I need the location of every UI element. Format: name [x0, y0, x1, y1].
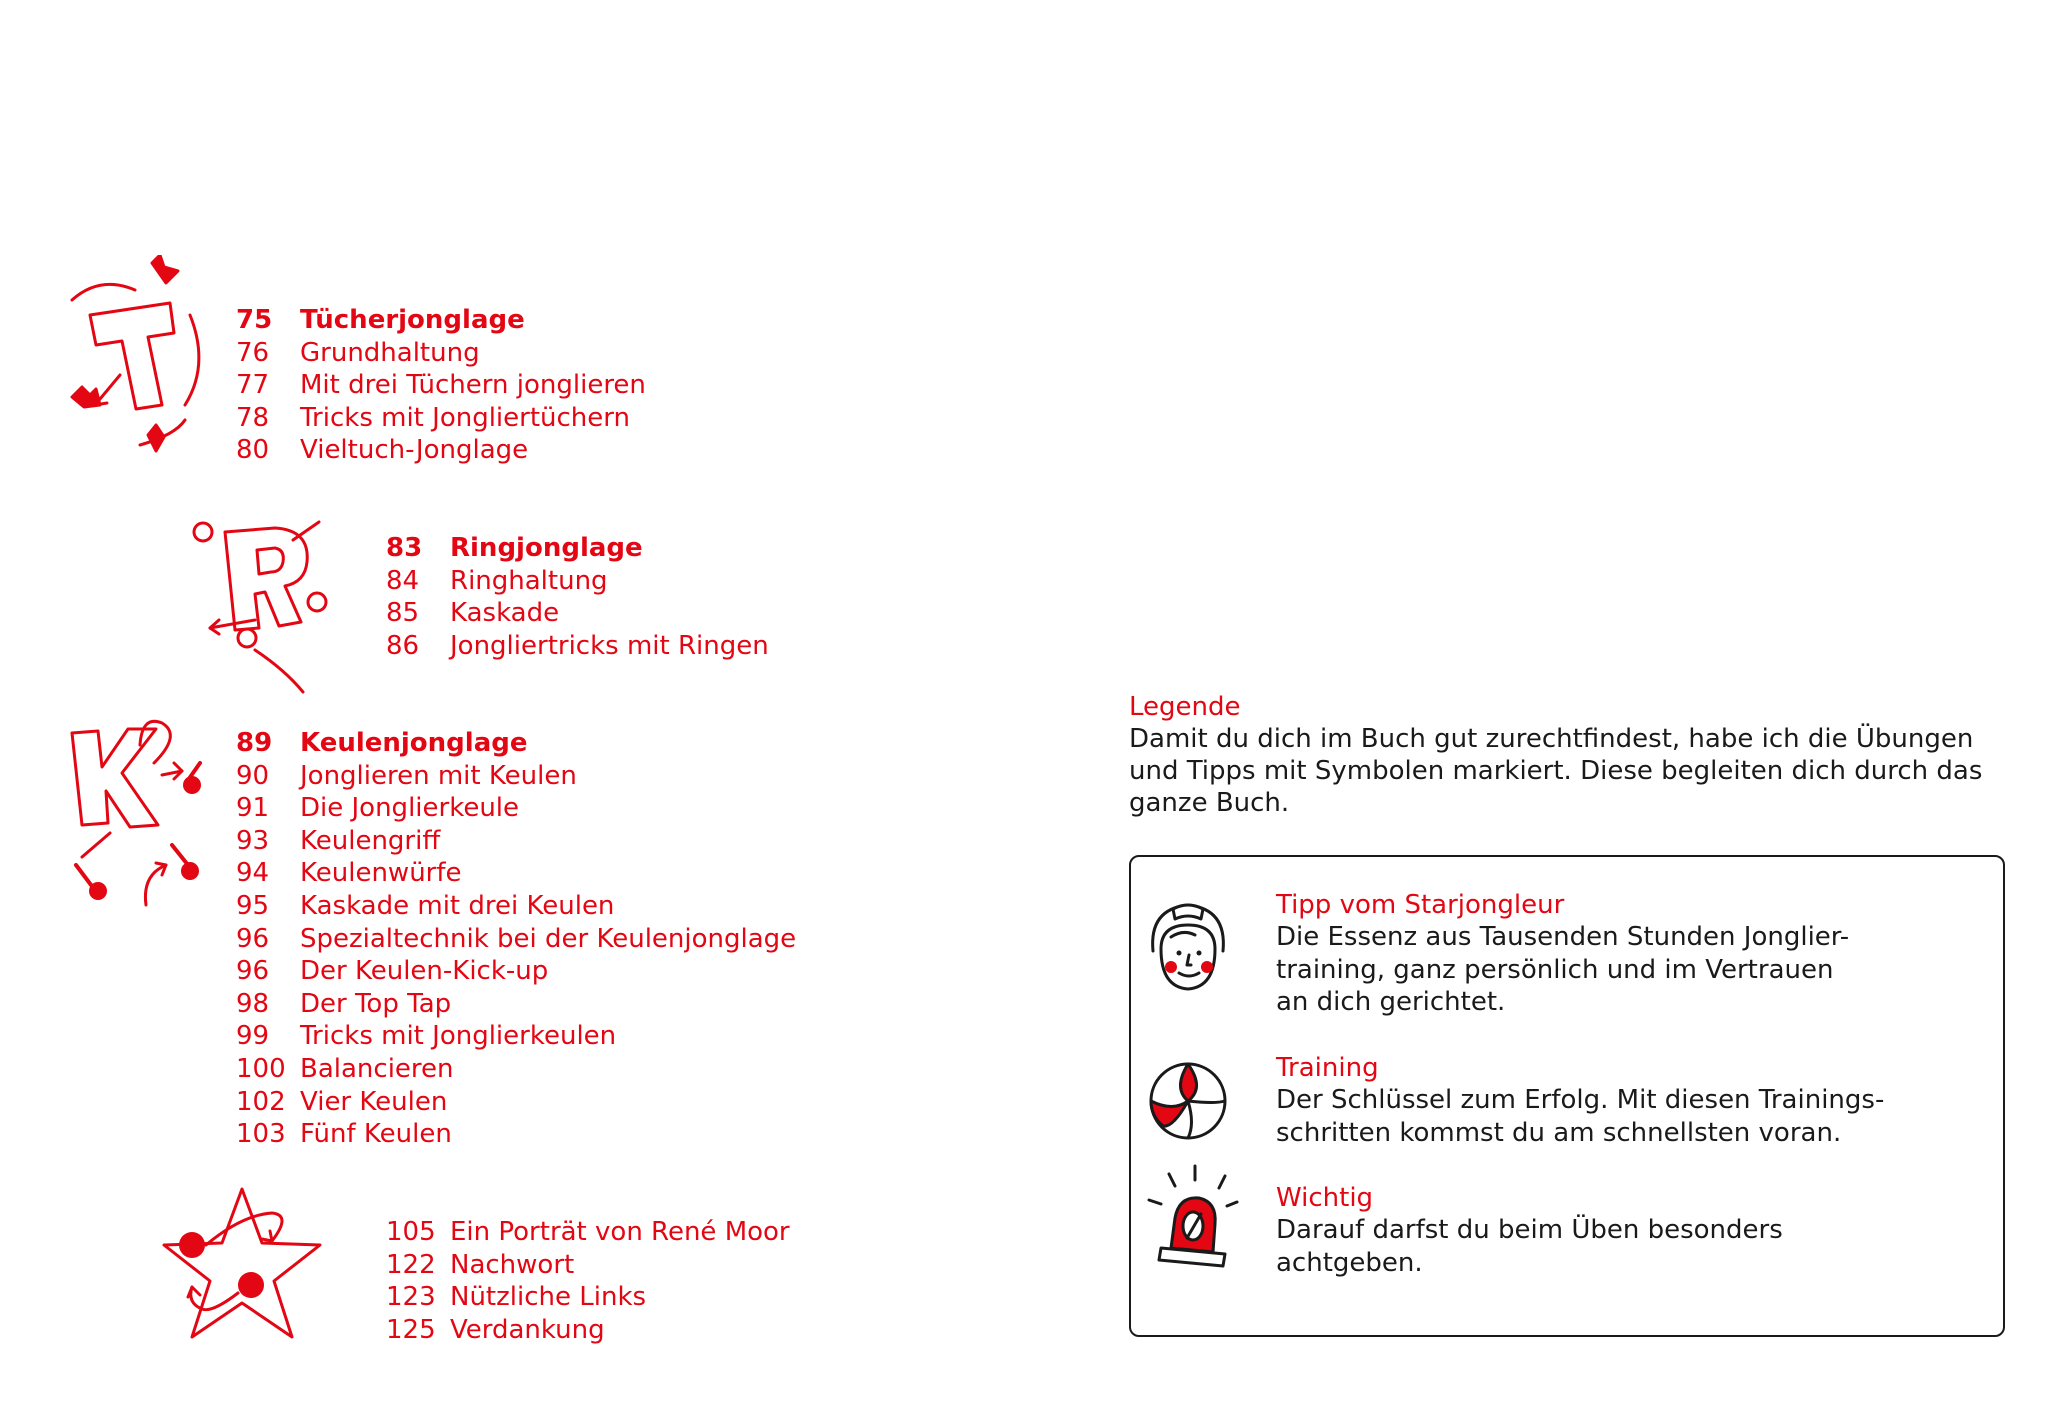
toc-page-number: 85	[386, 598, 420, 629]
toc-entry[interactable]	[386, 1281, 790, 1314]
letter-t-scarves-icon	[60, 255, 210, 465]
toc-entry[interactable]	[236, 402, 646, 435]
legend-entry-description: Die Essenz aus Tausenden Stunden Jonglier- training, ganz persönlich und im Vertrauen an dich gerichtet.	[1276, 922, 1850, 1018]
toc-page-number: 83	[386, 533, 423, 563]
toc-title: Fünf Keulen	[300, 1119, 452, 1150]
toc-page-number: 99	[236, 1021, 270, 1052]
toc-title: Ringhaltung	[450, 565, 608, 596]
toc-entry[interactable]	[236, 369, 646, 402]
legend-entry-text	[1276, 1052, 1983, 1149]
toc-page-number: 100	[236, 1053, 286, 1084]
toc-entry[interactable]	[386, 597, 769, 630]
toc-page-number: 75	[236, 305, 273, 335]
toc-section-keulen	[236, 727, 796, 1151]
legend-heading: Legende	[1129, 692, 1241, 722]
toc-title: Keulenwürfe	[300, 858, 462, 889]
toc-page-number: 86	[386, 630, 420, 661]
toc-entry[interactable]	[236, 955, 796, 988]
toc-page-number: 123	[386, 1282, 436, 1313]
legend-entry-title: Wichtig	[1276, 1183, 1374, 1213]
toc-title: Nachwort	[450, 1249, 575, 1280]
toc-page-number: 94	[236, 858, 270, 889]
toc-entry[interactable]	[236, 1118, 796, 1151]
toc-entry[interactable]	[236, 1053, 796, 1086]
legend-box	[1129, 855, 2005, 1337]
toc-entry[interactable]	[236, 923, 796, 956]
legend-entry-description: Darauf darfst du beim Üben besonders achtgeben.	[1276, 1215, 1783, 1278]
toc-page-number: 105	[386, 1217, 436, 1247]
toc-title: Ein Porträt von René Moor	[450, 1217, 790, 1247]
toc-page-number: 125	[386, 1314, 436, 1345]
toc-page-number: 96	[236, 923, 270, 954]
toc-entry[interactable]	[236, 434, 646, 467]
legend-entry-text	[1276, 889, 1983, 1019]
letter-k-clubs-icon	[62, 705, 222, 925]
juggler-face-icon	[1143, 899, 1233, 1003]
toc-title: Vieltuch-Jonglage	[300, 435, 529, 466]
toc-page-number: 102	[236, 1086, 286, 1117]
toc-page-number: 77	[236, 370, 270, 401]
legend-entry-title: Training	[1276, 1053, 1379, 1083]
letter-r-rings-icon	[185, 510, 345, 700]
toc-title: Keulenjonglage	[300, 728, 528, 758]
toc-title: Nützliche Links	[450, 1282, 647, 1313]
star-balls-icon	[152, 1185, 332, 1360]
toc-entry[interactable]	[236, 857, 796, 890]
toc-entry[interactable]	[386, 532, 769, 565]
legend-text: Damit du dich im Buch gut zurechtfindest, habe ich die Übungen und Tipps mit Symbolen markiert. Diese begleiten dich durch das ganze Buch.	[1129, 724, 1983, 818]
toc-title: Tricks mit Jonglierkeulen	[300, 1021, 617, 1052]
toc-title: Kaskade	[450, 598, 560, 629]
toc-section-tuecher	[236, 304, 646, 467]
toc-title: Die Jonglierkeule	[300, 793, 520, 824]
toc-page-number: 84	[386, 565, 420, 596]
toc-title: Jongliertricks mit Ringen	[450, 630, 769, 661]
toc-entry[interactable]	[386, 1216, 790, 1249]
toc-entry[interactable]	[236, 304, 646, 337]
toc-entry[interactable]	[236, 1020, 796, 1053]
toc-entry[interactable]	[386, 630, 769, 663]
toc-entry[interactable]	[236, 825, 796, 858]
legend-intro	[1129, 691, 1989, 819]
toc-page-number: 96	[236, 956, 270, 987]
toc-title: Keulengriff	[300, 825, 441, 856]
toc-title: Ringjonglage	[450, 533, 643, 563]
toc-title: Spezialtechnik bei der Keulenjonglage	[300, 923, 797, 954]
toc-title: Mit drei Tüchern jonglieren	[300, 370, 646, 401]
toc-entry[interactable]	[386, 1249, 790, 1282]
juggling-ball-icon	[1143, 1058, 1233, 1148]
toc-title: Kaskade mit drei Keulen	[300, 890, 615, 921]
toc-title: Verdankung	[450, 1314, 605, 1345]
toc-entry[interactable]	[236, 988, 796, 1021]
toc-section-anhang	[386, 1216, 790, 1346]
toc-page-number: 91	[236, 793, 270, 824]
toc-page-number: 90	[236, 760, 270, 791]
legend-entry-description: Der Schlüssel zum Erfolg. Mit diesen Trainings- schritten kommst du am schnellsten voran.	[1276, 1085, 1885, 1148]
toc-page-number: 95	[236, 890, 270, 921]
legend-entry-title: Tipp vom Starjongleur	[1276, 890, 1565, 920]
toc-section-ringe	[386, 532, 769, 662]
toc-entry[interactable]	[236, 337, 646, 370]
toc-title: Der Top Tap	[300, 988, 452, 1019]
toc-page-number: 93	[236, 825, 270, 856]
toc-entry[interactable]	[386, 1314, 790, 1347]
toc-page-number: 78	[236, 402, 270, 433]
toc-title: Tücherjonglage	[300, 305, 525, 335]
toc-title: Jonglieren mit Keulen	[300, 760, 577, 791]
toc-title: Grundhaltung	[300, 337, 480, 368]
alarm-light-icon	[1143, 1160, 1243, 1276]
toc-page-number: 76	[236, 337, 270, 368]
toc-entry[interactable]	[236, 727, 796, 760]
toc-entry[interactable]	[236, 890, 796, 923]
toc-entry[interactable]	[236, 760, 796, 793]
toc-title: Balancieren	[300, 1053, 454, 1084]
toc-page-number: 89	[236, 728, 273, 758]
toc-page-number: 122	[386, 1249, 436, 1280]
toc-page-number: 103	[236, 1119, 286, 1150]
toc-page-number: 98	[236, 988, 270, 1019]
legend-entry-text	[1276, 1182, 1983, 1279]
toc-title: Vier Keulen	[300, 1086, 448, 1117]
toc-entry[interactable]	[236, 792, 796, 825]
toc-title: Tricks mit Jongliertüchern	[300, 402, 630, 433]
toc-page-number: 80	[236, 435, 270, 466]
toc-entry[interactable]	[236, 1086, 796, 1119]
toc-entry[interactable]	[386, 565, 769, 598]
toc-title: Der Keulen-Kick-up	[300, 956, 549, 987]
